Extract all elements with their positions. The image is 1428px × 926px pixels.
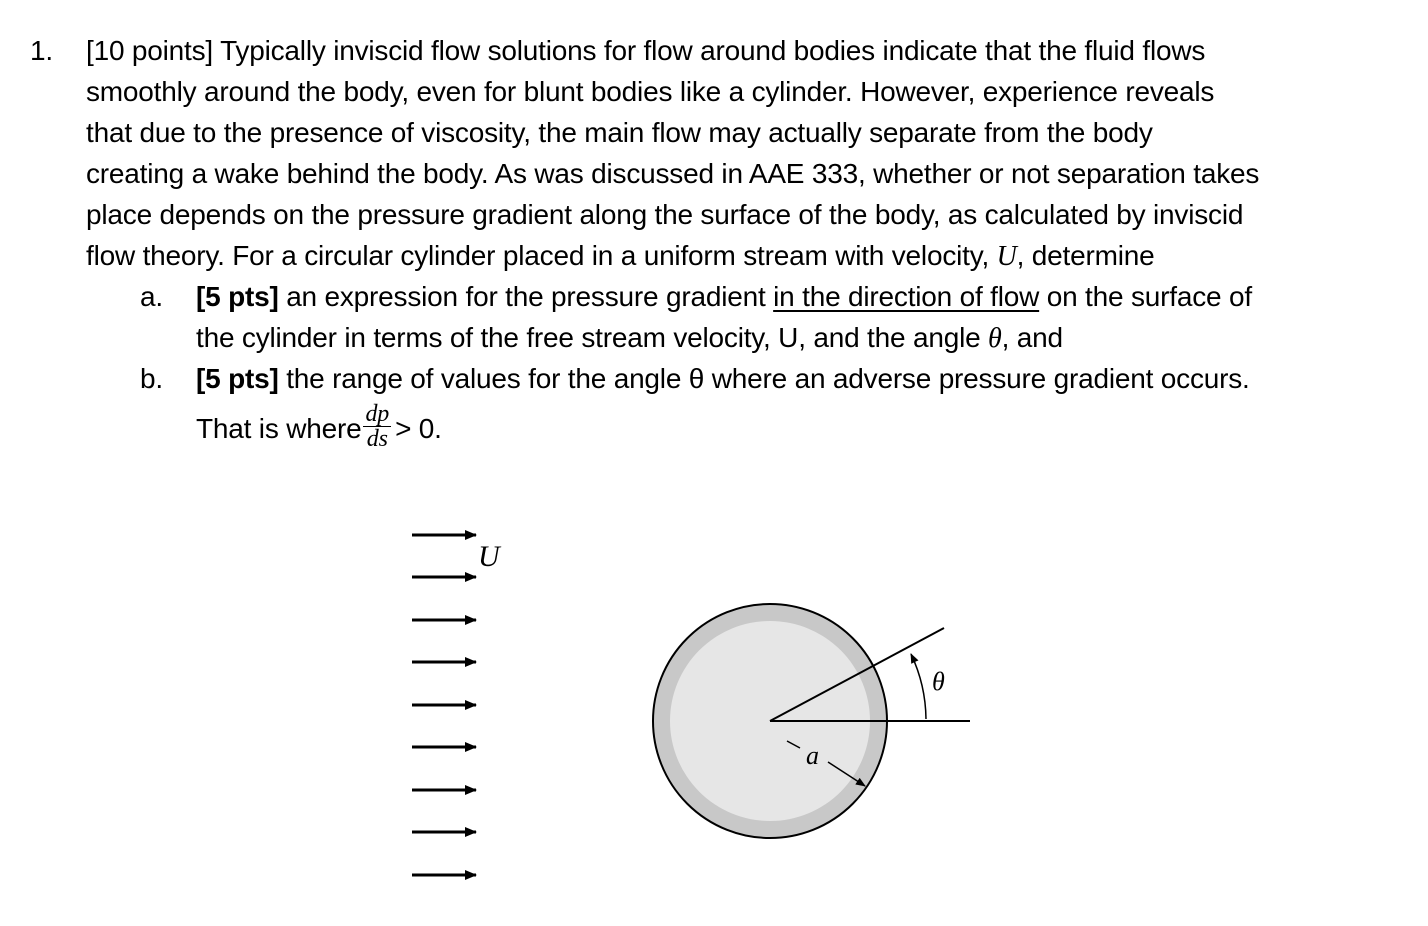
label-a: a xyxy=(806,741,819,770)
part-a-line2-suffix: , and xyxy=(1001,322,1063,353)
problem-number: 1. xyxy=(30,35,53,66)
part-b-points: [5 pts] xyxy=(196,363,279,394)
part-b-letter: b. xyxy=(140,363,163,394)
intro-line-4: creating a wake behind the body. As was discussed in AAE 333, whether or not separation takes xyxy=(86,158,1260,189)
fraction-numerator: dp xyxy=(365,401,390,428)
theta-arc xyxy=(911,654,926,719)
part-a-line2-prefix: the cylinder in terms of the free stream velocity, U, and the angle xyxy=(196,322,989,353)
part-a-points: [5 pts] xyxy=(196,281,279,312)
intro-line-2: smoothly around the body, even for blunt bodies like a cylinder. However, experience reveals xyxy=(86,76,1215,107)
label-U: U xyxy=(478,540,500,573)
intro-line-5: place depends on the pressure gradient along the surface of the body, as calculated by inviscid xyxy=(86,199,1244,230)
intro-line-1: [10 points] Typically inviscid flow solutions for flow around bodies indicate that the fluid flows xyxy=(86,35,1206,66)
theta-variable: θ xyxy=(988,323,1002,354)
part-b-line2-prefix: That is where xyxy=(196,413,362,444)
intro-last-suffix: , determine xyxy=(1016,240,1155,271)
freestream-arrows xyxy=(412,535,476,875)
part-a-underlined: in the direction of flow xyxy=(773,281,1040,312)
part-a-letter: a. xyxy=(140,281,163,312)
fraction-denominator: ds xyxy=(366,426,388,453)
part-b-text1: the range of values for the angle θ where an adverse pressure gradient occurs. xyxy=(278,363,1250,394)
part-b-line2-suffix: > 0. xyxy=(395,413,442,444)
part-a-text2: on the surface of xyxy=(1039,281,1252,312)
part-a-text1: an expression for the pressure gradient xyxy=(278,281,774,312)
velocity-variable: U xyxy=(996,241,1017,272)
intro-line-3: that due to the presence of viscosity, the main flow may actually separate from the body xyxy=(86,117,1153,148)
intro-last-prefix: flow theory. For a circular cylinder placed in a uniform stream with velocity, xyxy=(86,240,997,271)
label-theta: θ xyxy=(932,667,945,696)
